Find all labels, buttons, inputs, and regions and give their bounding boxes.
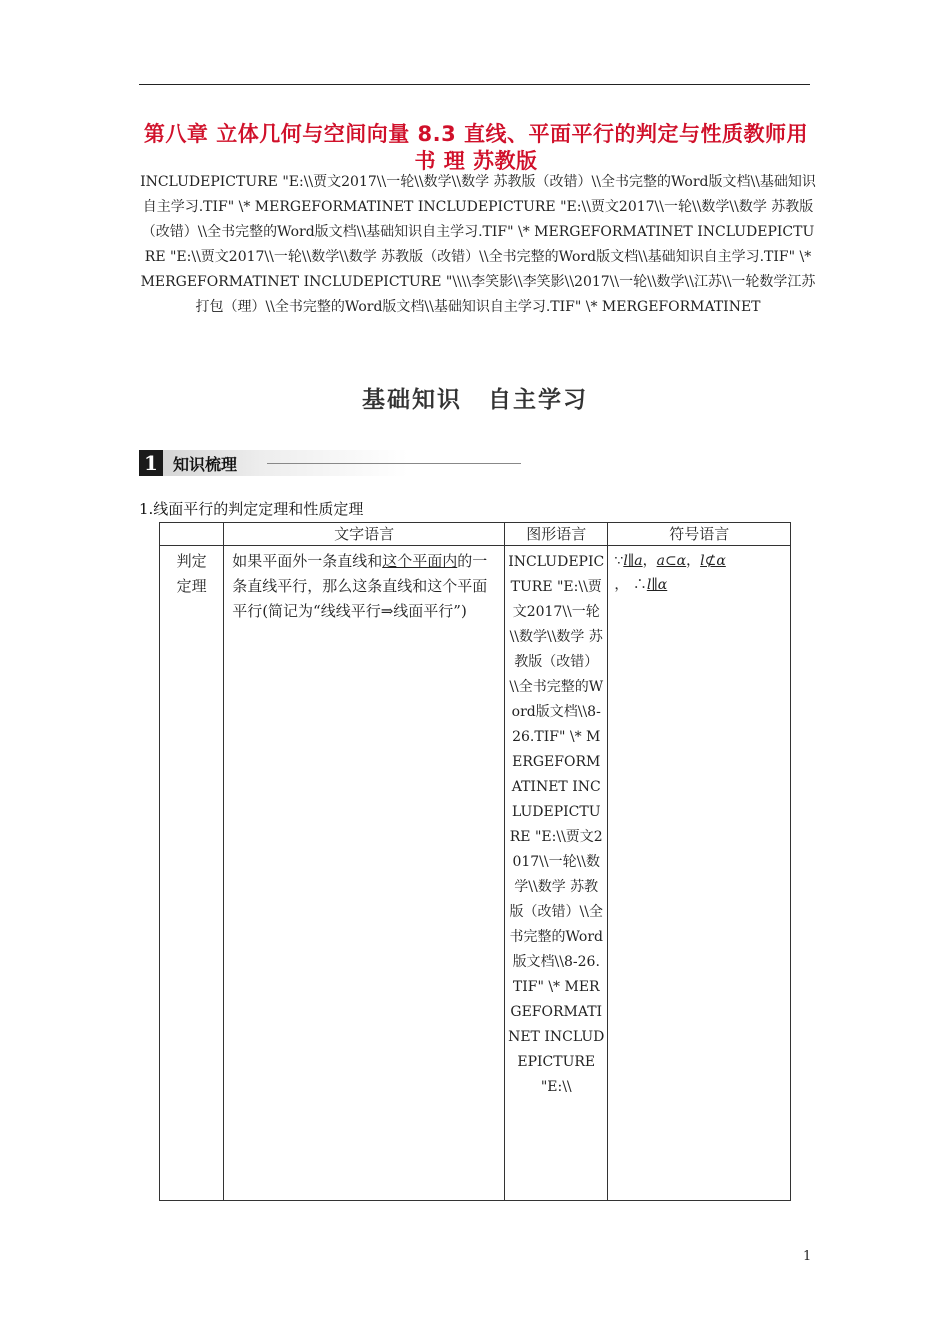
section-heading-part1: 基础知识 [362,387,462,413]
row-label [160,546,224,1201]
symbol-language-cell [608,546,791,1201]
symbol-sep3: ， [614,577,629,593]
symbol-result: l∥α [646,577,668,593]
text-after: 的一条直线平行，那么这条直线和这个平面平行(简记为“线线平行⇒线面平行”) [232,552,488,620]
text-underlined: 这个平面内 [382,552,458,570]
symbol-sep1: ， [642,553,657,569]
header-symbol-language: 符号语言 [608,523,791,546]
symbol-cond3: l⊄α [700,553,726,569]
section-heading-part2: 自主学习 [488,387,588,413]
figure-language-cell [505,546,608,1201]
table-row [160,546,791,1201]
badge-rule [267,463,521,464]
section-badge [139,450,521,476]
text-before: 如果平面外一条直线和 [232,552,383,570]
row-label-text: 判定定理 [176,552,207,595]
badge-number: 1 [139,450,163,476]
text-language-cell [224,546,505,1201]
includepicture-field-code: INCLUDEPICTURE "E:\\贾文2017\\一轮\\数学\\数学 苏教版（改错）\\全书完整的Word版文档\\基础知识自主学习.TIF" \* MERGEFORMATINET INCLUDEPICTURE "E:\\贾文2017\\一轮\\数学\\数学 苏教版（改错）\\全书完整的Word版文档\\基础知识自主学习.TIF" \* MERGEFORMATINET INCLUDEPICTURE "E:\\贾文2017\\一轮\\数学\\数学 苏教版（改错）\\全书完整的Word版文档\\基础知识自主学习.TIF" \* MERGEFORMATINET INCLUDEPICTURE "\\\\李笑影\\李笑影\\2017\\一轮\\数学\\江苏\\一轮数学江苏打包（理）\\全书完整的Word版文档\\基础知识自主学习.TIF" \* MERGEFORMATINET [140,174,816,315]
symbol-cond2: a⊂α [656,553,687,569]
figure-field-code: INCLUDEPICTURE "E:\\贾文2017\\一轮\\数学\\数学 苏教版（改错）\\全书完整的Word版文档\\8-26.TIF" \* MERGEFORMATINET INCLUDEPICTURE "E:\\贾文2017\\一轮\\数学\\数学 苏教版（改错）\\全书完整的Word版文档\\8-26.TIF" \* MERGEFORMATINET INCLUDEPICTURE "E:\\ [508,554,605,1095]
badge-label: 知识梳理 [173,455,238,474]
table-header-row [160,523,791,546]
header-empty [160,523,224,546]
section-heading [0,381,950,414]
header-text-language: 文字语言 [224,523,505,546]
symbol-cond1: l∥a [623,553,643,569]
theorem-table [159,522,791,1201]
header-figure-language: 图形语言 [505,523,608,546]
therefore-symbol: ∴ [632,577,647,593]
because-symbol: ∵ [614,553,624,569]
header-rule [139,84,810,85]
item-heading: 1.线面平行的判定定理和性质定理 [139,500,364,518]
symbol-sep2: ， [686,553,701,569]
document-title: 第八章 立体几何与空间向量 8.3 直线、平面平行的判定与性质教师用书 理 苏教版 [143,122,809,173]
page-number: 1 [803,1249,812,1264]
